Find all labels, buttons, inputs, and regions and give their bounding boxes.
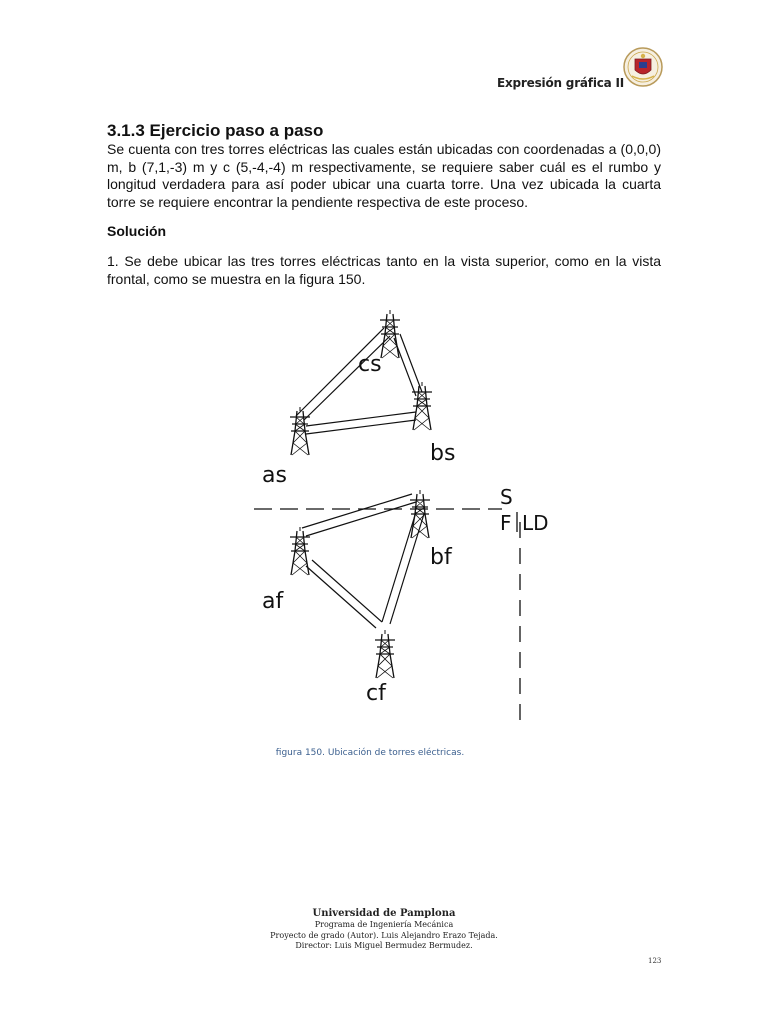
folding-line <box>254 485 549 730</box>
footer-university: Universidad de Pamplona <box>312 908 456 919</box>
label-bs: bs <box>430 441 456 466</box>
header-course-title: Expresión gráfica II <box>497 76 625 90</box>
label-cs: cs <box>358 352 382 377</box>
beam-af-cf <box>306 560 382 628</box>
tower-bf-icon <box>410 490 430 538</box>
section-title: 3.1.3 Ejercicio paso a paso <box>107 121 324 140</box>
footer-director: Director: Luis Miguel Bermudez Bermudez. <box>295 941 473 950</box>
front-view <box>262 490 453 706</box>
label-cf: cf <box>366 681 386 706</box>
footer-program: Programa de Ingeniería Mecánica <box>314 920 454 929</box>
beam-as-bs <box>306 412 416 434</box>
footer-project: Proyecto de grado (Autor). Luis Alejandro Erazo Tejada. <box>270 930 498 940</box>
university-seal-logo <box>622 46 664 88</box>
label-as: as <box>262 463 287 488</box>
label-af: af <box>262 589 284 614</box>
label-ld: LD <box>522 511 549 535</box>
tower-bs-icon <box>412 382 432 430</box>
beam-af-bf <box>302 494 416 536</box>
intro-paragraph: Se cuenta con tres torres eléctricas las cuales están ubicadas con coordenadas a (0,0,0) m, b (7,1,-3) m y c (5,-4,-4) m respectivamente, se requiere saber cuál es el rumbo y longitud verdadera para así poder ubicar una cuarta torre. Una vez ubicada la cuarta torre se requiere encontrar la pendiente respectiva de este proceso. <box>107 141 661 210</box>
solution-heading: Solución <box>107 223 167 239</box>
figure-150-towers <box>240 298 570 738</box>
label-f: F <box>500 511 512 535</box>
step-1-paragraph: 1. Se debe ubicar las tres torres eléctricas tanto en la vista superior, como en la vista frontal, como se muestra en la figura 150. <box>107 253 661 287</box>
tower-cf-icon <box>375 630 395 678</box>
tower-as-icon <box>290 407 310 455</box>
figure-caption: figura 150. Ubicación de torres eléctricas. <box>275 748 465 758</box>
beam-cs-bs <box>394 334 422 396</box>
tower-af-icon <box>290 527 310 575</box>
page-number: 123 <box>648 957 662 965</box>
top-view <box>262 310 455 488</box>
label-s: S <box>500 485 513 509</box>
label-bf: bf <box>430 545 452 570</box>
tower-cs-icon <box>380 310 400 358</box>
footer <box>0 907 768 952</box>
beam-bf-cf <box>382 512 424 624</box>
